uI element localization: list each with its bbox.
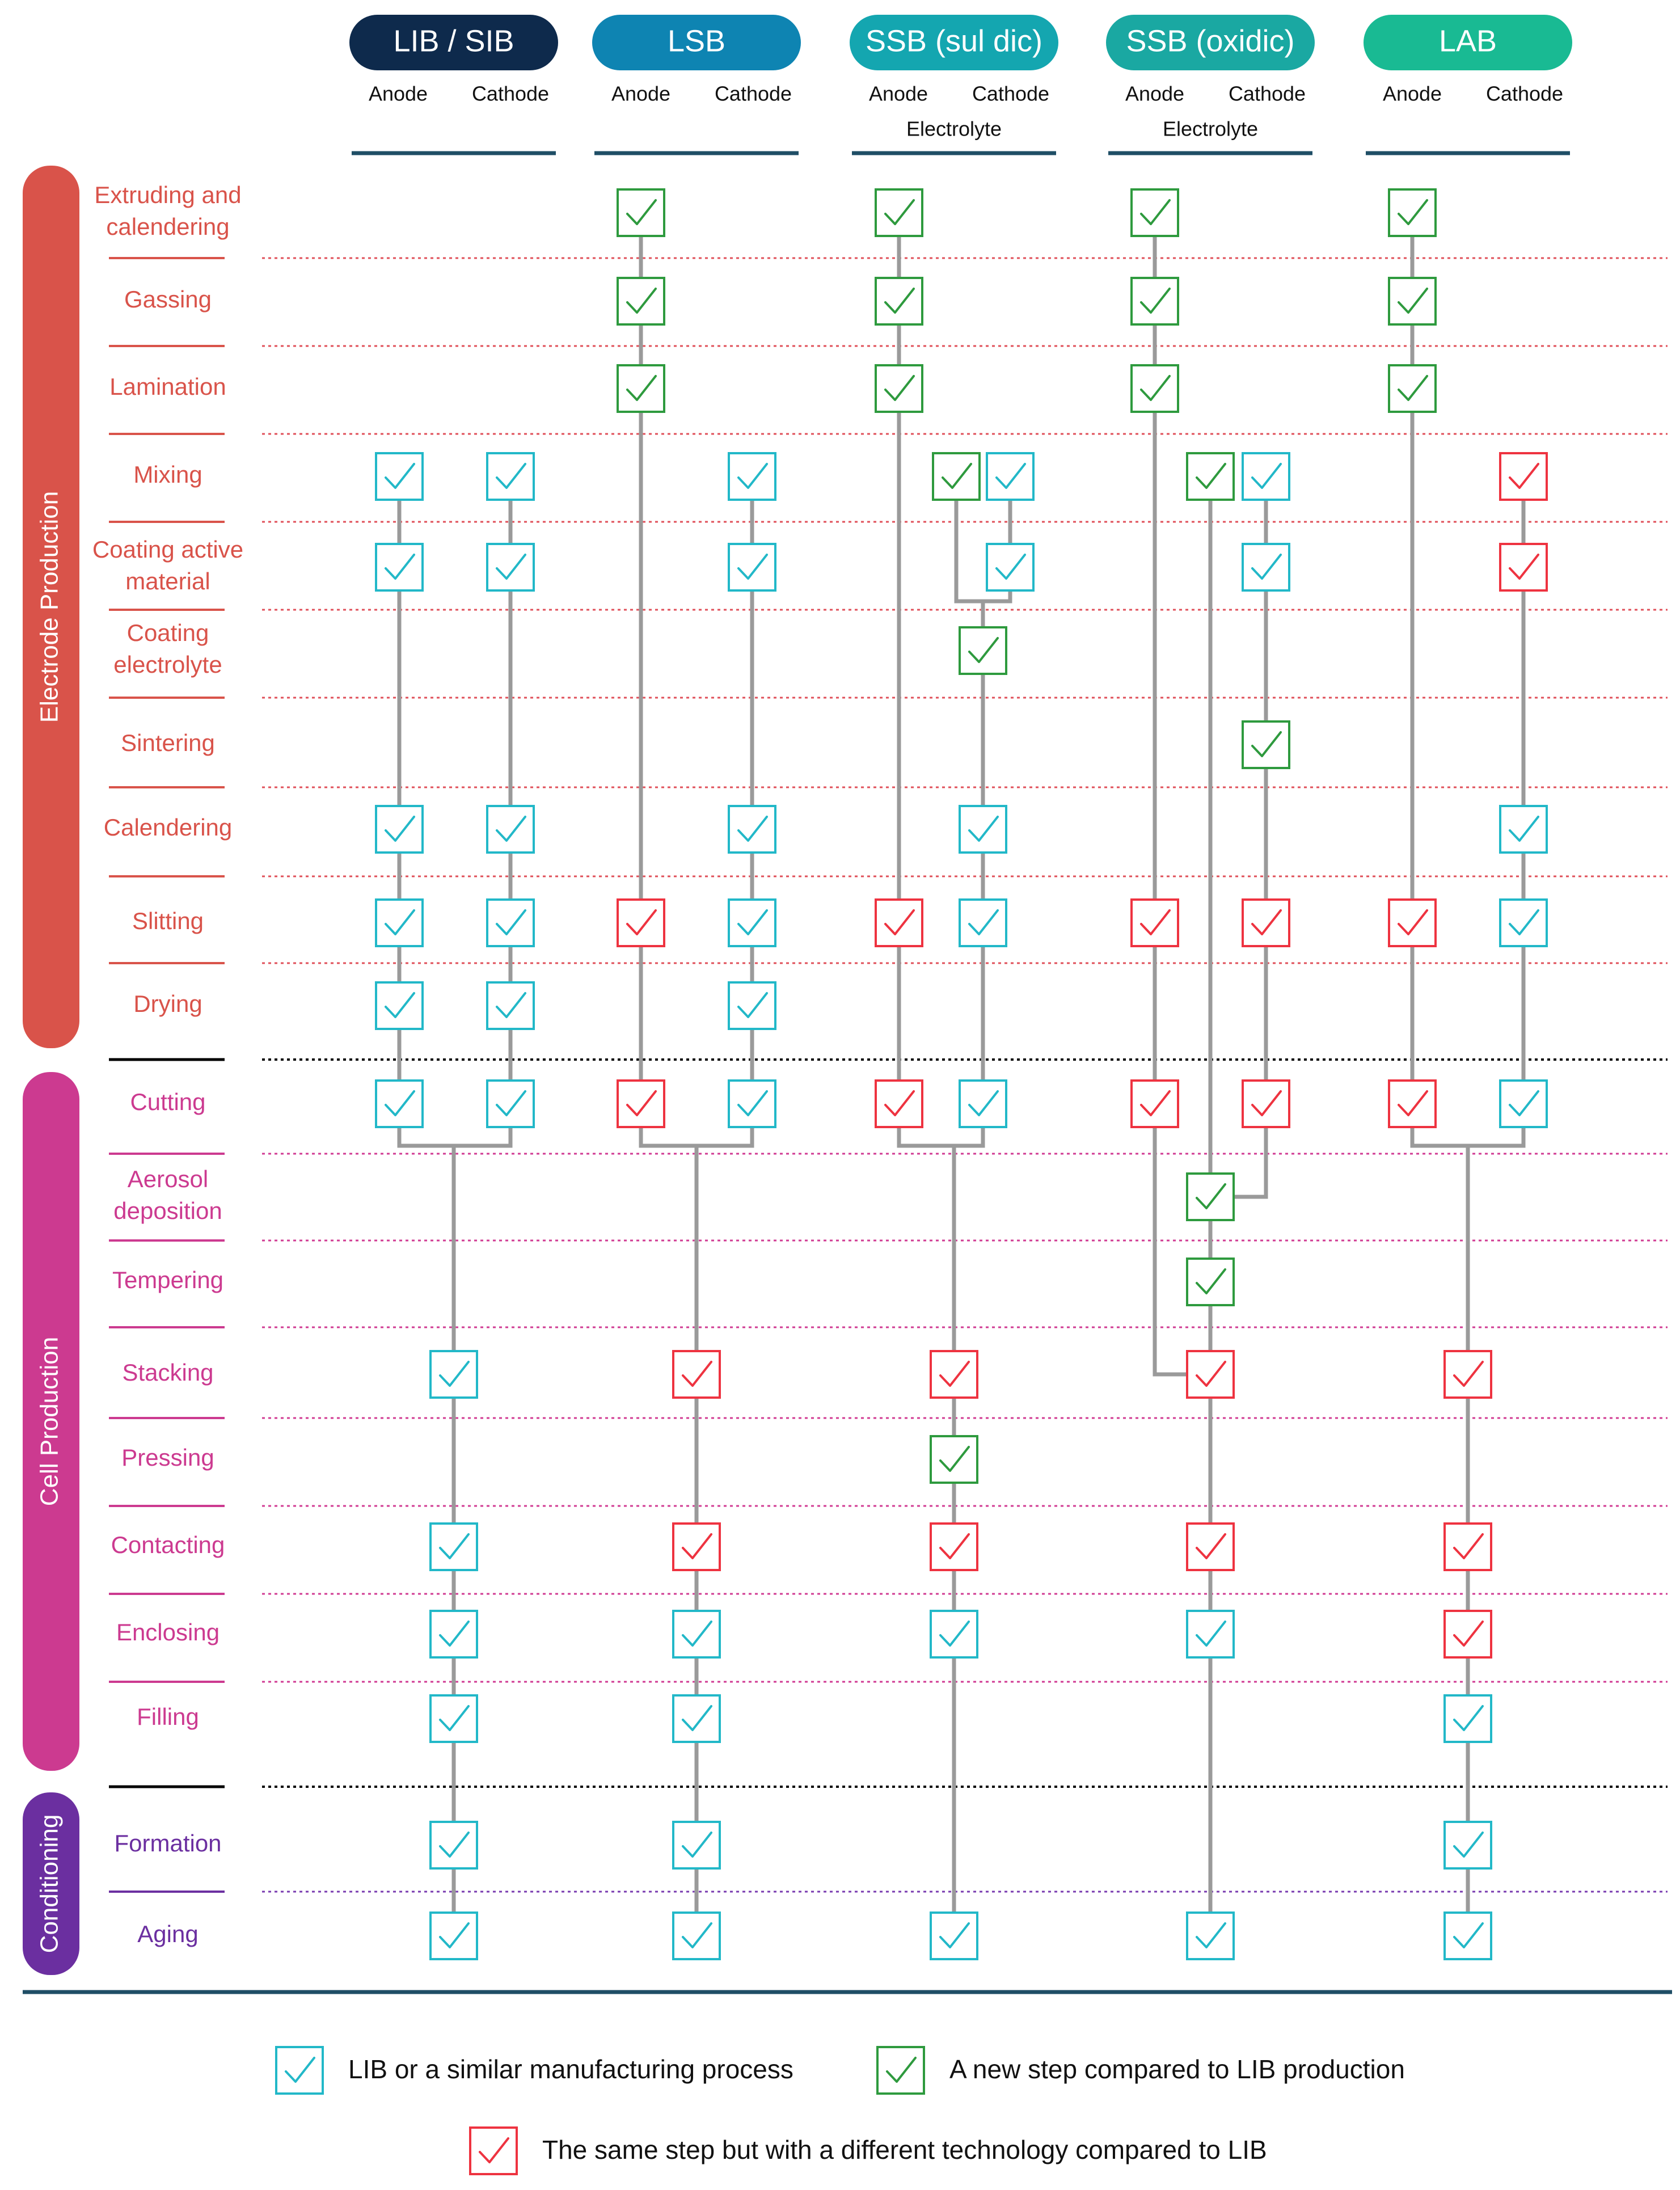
checkbox-lib [729,1081,775,1127]
checkbox-diff [673,1351,720,1398]
checkbox-diff [1389,1081,1436,1127]
check-box-frame [931,1524,977,1570]
checkbox-lib [376,544,423,590]
checkbox-new [931,1436,977,1483]
check-box-frame [1389,900,1436,946]
check-box-frame [673,1822,720,1868]
check-box-frame [487,544,534,590]
check-box-frame [487,982,534,1029]
checkbox-lib [1445,1913,1491,1959]
checkbox-lib [376,982,423,1029]
checkbox-lib [487,1081,534,1127]
check-box-frame [1500,900,1547,946]
step-label: Sintering [121,729,215,757]
check-box-frame [960,806,1006,853]
checkbox-new [618,278,664,324]
check-box-frame [1445,1913,1491,1959]
legend-new-icon [877,2047,924,2094]
check-box-frame [1132,365,1178,412]
check-box-frame [876,365,922,412]
electrolyte-label: Electrolyte [1162,117,1259,141]
checkbox-lib [430,1913,477,1959]
checkbox-lib [931,1913,977,1959]
connector-line [899,1104,983,1936]
check-box-frame [1243,721,1289,768]
check-box-frame [1500,1081,1547,1127]
check-box-frame [618,278,664,324]
checkbox-diff [1243,1081,1289,1127]
check-box-frame [1243,1081,1289,1127]
checkbox-diff [1500,453,1547,500]
checkbox-new [876,189,922,236]
step-label: Gassing [124,286,212,313]
check-box-frame [876,189,922,236]
check-box-frame [673,1524,720,1570]
check-box-frame [1445,1695,1491,1742]
checkbox-new [1132,278,1178,324]
checkbox-lib [960,806,1006,853]
step-label: Mixing [133,461,202,488]
checkbox-new [1187,1174,1234,1220]
checkbox-lib [487,453,534,500]
checkbox-diff [618,1081,664,1127]
anode-label: Anode [611,82,671,106]
checkbox-diff [1243,900,1289,946]
checkbox-lib [1243,544,1289,590]
checkbox-new [1132,189,1178,236]
checkbox-lib [1500,900,1547,946]
checkbox-lib [673,1913,720,1959]
checkbox-diff [931,1524,977,1570]
checkbox-lib [430,1611,477,1657]
checkbox-lib [673,1695,720,1742]
checkbox-lib [430,1351,477,1398]
legend-diff-icon [470,2128,517,2174]
checkbox-new [876,278,922,324]
check-box-frame [618,365,664,412]
legend-lib-icon [276,2047,323,2094]
checkbox-lib [729,806,775,853]
check-box-frame [1500,806,1547,853]
check-box-frame [1243,453,1289,500]
step-label: Slitting [132,908,204,935]
check-box-frame [1132,189,1178,236]
check-box-frame [931,1913,977,1959]
checkbox-lib [729,544,775,590]
check-box-frame [960,627,1006,674]
check-box-frame [673,1351,720,1398]
check-box-frame [618,900,664,946]
checkbox-lib [376,453,423,500]
check-box-frame [1445,1822,1491,1868]
electrolyte-label: Electrolyte [906,117,1002,141]
checkbox-diff [1445,1611,1491,1657]
checkbox-diff [673,1524,720,1570]
tech-header-label: LAB [1438,24,1497,58]
checkbox-lib [376,900,423,946]
anode-label: Anode [1382,82,1442,106]
step-label: Enclosing [116,1619,220,1646]
check-box-frame [487,806,534,853]
check-box-frame [430,1351,477,1398]
step-label: Stacking [122,1359,214,1386]
step-label: electrolyte [113,651,222,678]
checkbox-lib [487,806,534,853]
step-label: Formation [114,1830,222,1857]
checkbox-lib [729,453,775,500]
step-label: Filling [137,1703,199,1731]
checkbox-diff [618,900,664,946]
checkbox-diff [1389,900,1436,946]
check-box-frame [1187,1524,1234,1570]
check-box-frame [1445,1524,1491,1570]
cathode-label: Cathode [1485,82,1564,106]
step-label: Coating active [92,536,244,563]
section-label-conditioning: Conditioning [35,1814,64,1953]
check-box-frame [1132,900,1178,946]
check-box-frame [1187,1913,1234,1959]
checkbox-lib [487,900,534,946]
check-box-frame [987,453,1033,500]
checkbox-diff [1132,1081,1178,1127]
check-box-frame [729,806,775,853]
check-box-frame [673,1611,720,1657]
checkbox-lib [376,806,423,853]
check-box-frame [430,1913,477,1959]
step-label: Aerosol [127,1166,209,1193]
checkbox-new [960,627,1006,674]
checkbox-lib [1445,1695,1491,1742]
section-label-electrode: Electrode Production [35,491,64,723]
step-label: Drying [133,990,202,1018]
check-box-frame [876,1081,922,1127]
check-box-frame [1445,1611,1491,1657]
tech-header-label: SSB (sul dic) [865,24,1043,58]
check-box-frame [1445,1351,1491,1398]
connector-line [1412,1104,1523,1936]
step-label: Tempering [112,1267,224,1294]
checkbox-diff [876,1081,922,1127]
checkbox-new [1389,365,1436,412]
check-box-frame [1500,453,1547,500]
check-box-frame [1243,900,1289,946]
check-box-frame [933,453,980,500]
check-box-frame [430,1822,477,1868]
connector-line [399,1104,510,1936]
checkbox-new [1243,721,1289,768]
step-label: Contacting [111,1531,225,1559]
check-box-frame [376,1081,423,1127]
step-label: Extruding and [94,182,242,209]
checkbox-lib [931,1611,977,1657]
checkbox-lib [487,544,534,590]
checkbox-new [876,365,922,412]
check-box-frame [376,453,423,500]
check-box-frame [487,900,534,946]
checkbox-new [1187,1259,1234,1305]
checkbox-diff [1500,544,1547,590]
connector-line [641,1104,752,1936]
anode-label: Anode [1125,82,1185,106]
cathode-label: Cathode [471,82,550,106]
check-box-frame [276,2047,323,2094]
checkbox-diff [1187,1524,1234,1570]
checkbox-new [933,453,980,500]
check-box-frame [931,1611,977,1657]
check-box-frame [729,900,775,946]
checkbox-lib [430,1524,477,1570]
check-box-frame [376,544,423,590]
check-box-frame [729,982,775,1029]
checkbox-new [1389,189,1436,236]
step-label: Aging [137,1921,199,1948]
check-box-frame [987,544,1033,590]
check-box-frame [1132,1081,1178,1127]
check-box-frame [487,1081,534,1127]
check-box-frame [430,1695,477,1742]
check-box-frame [1243,544,1289,590]
check-box-frame [1389,365,1436,412]
check-box-frame [673,1913,720,1959]
check-box-frame [931,1351,977,1398]
checkbox-lib [960,900,1006,946]
section-label-cell: Cell Production [35,1336,64,1507]
checkbox-new [1187,453,1234,500]
check-box-frame [470,2128,517,2174]
checkbox-diff [1445,1351,1491,1398]
checkbox-lib [987,544,1033,590]
step-label: Pressing [121,1444,214,1471]
checkbox-new [618,189,664,236]
check-box-frame [960,900,1006,946]
checkbox-lib [1500,806,1547,853]
check-box-frame [876,900,922,946]
check-box-frame [1187,1351,1234,1398]
checkbox-lib [729,900,775,946]
check-box-frame [487,453,534,500]
check-box-frame [960,1081,1006,1127]
check-box-frame [729,453,775,500]
check-box-frame [877,2047,924,2094]
legend-lib-label: LIB or a similar manufacturing process [348,2054,793,2084]
anode-label: Anode [368,82,428,106]
check-box-frame [618,189,664,236]
check-box-frame [931,1436,977,1483]
check-box-frame [1187,1259,1234,1305]
checkbox-new [1132,365,1178,412]
step-label: material [125,568,210,595]
checkbox-diff [1132,900,1178,946]
checkbox-diff [931,1351,977,1398]
check-box-frame [729,544,775,590]
anode-label: Anode [868,82,928,106]
check-box-frame [1132,278,1178,324]
checkbox-lib [729,982,775,1029]
check-box-frame [876,278,922,324]
check-box-frame [1389,278,1436,324]
tech-header-label: LIB / SIB [393,24,514,58]
tech-header-label: SSB (oxidic) [1126,24,1295,58]
check-box-frame [1187,1174,1234,1220]
check-box-frame [1187,453,1234,500]
check-box-frame [618,1081,664,1127]
checkbox-lib [487,982,534,1029]
checkbox-new [618,365,664,412]
checkbox-lib [430,1695,477,1742]
cathode-label: Cathode [972,82,1050,106]
check-box-frame [376,982,423,1029]
checkbox-lib [376,1081,423,1127]
checkbox-lib [1187,1611,1234,1657]
step-label: calendering [106,213,230,240]
checkbox-lib [673,1822,720,1868]
check-box-frame [376,806,423,853]
check-box-frame [729,1081,775,1127]
step-label: Coating [126,619,209,647]
checkbox-lib [430,1822,477,1868]
check-box-frame [673,1695,720,1742]
step-label: deposition [113,1197,222,1225]
checkbox-lib [1187,1913,1234,1959]
tech-header-label: LSB [667,24,726,58]
checkbox-lib [987,453,1033,500]
step-label: Calendering [103,814,233,841]
checkbox-new [1389,278,1436,324]
cathode-label: Cathode [714,82,792,106]
legend-new-label: A new step compared to LIB production [949,2054,1405,2084]
check-box-frame [1389,189,1436,236]
check-box-frame [1187,1611,1234,1657]
checkbox-lib [1445,1822,1491,1868]
check-box-frame [376,900,423,946]
checkbox-lib [1243,453,1289,500]
check-box-frame [430,1524,477,1570]
check-box-frame [1389,1081,1436,1127]
step-label: Lamination [109,373,226,400]
step-label: Cutting [130,1088,206,1116]
checkbox-diff [1445,1524,1491,1570]
checkbox-lib [1500,1081,1547,1127]
checkbox-lib [673,1611,720,1657]
checkbox-diff [876,900,922,946]
check-box-frame [1500,544,1547,590]
check-box-frame [430,1611,477,1657]
legend-diff-label: The same step but with a different technology compared to LIB [542,2135,1267,2165]
cathode-label: Cathode [1228,82,1306,106]
checkbox-diff [1187,1351,1234,1398]
checkbox-lib [960,1081,1006,1127]
